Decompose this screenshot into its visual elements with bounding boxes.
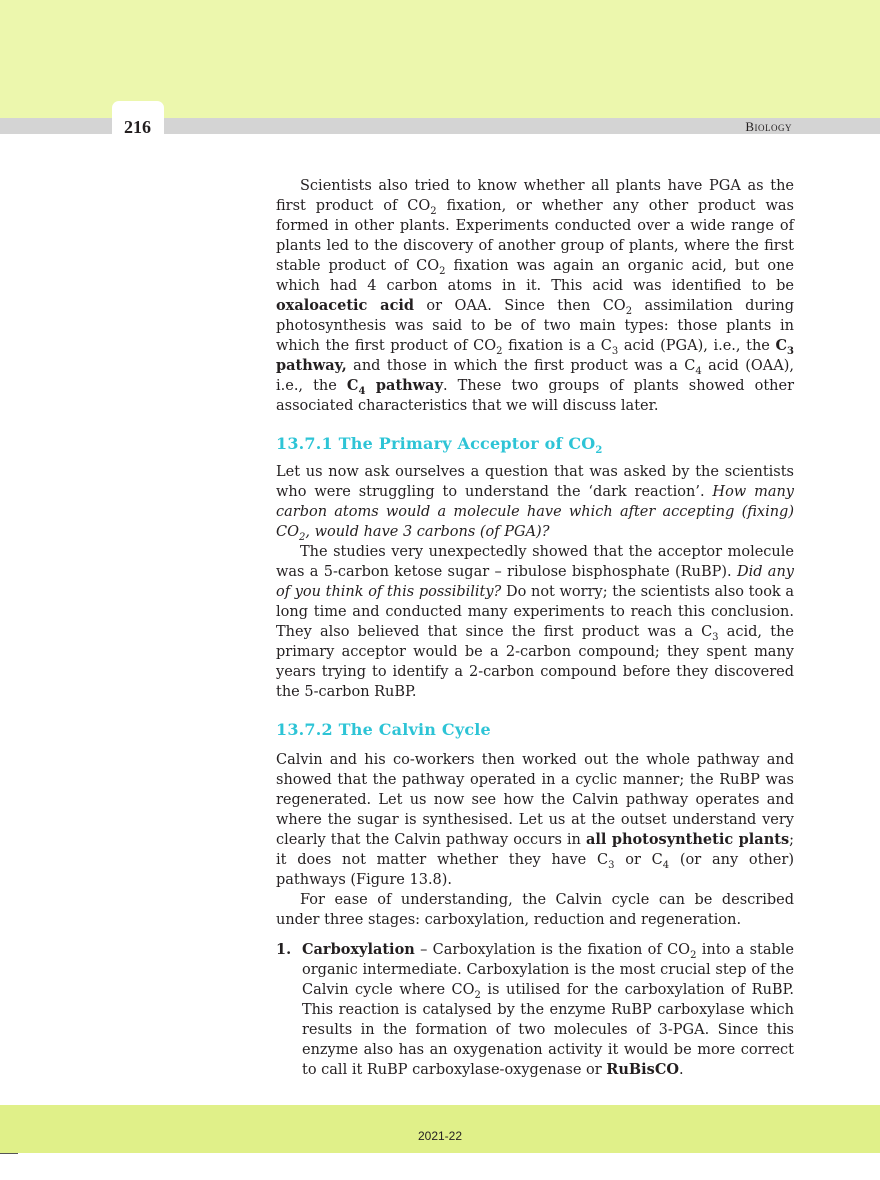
term-oxaloacetic-acid: oxaloacetic acid: [276, 297, 415, 314]
calvin-paragraph-2: For ease of understanding, the Calvin cycle can be described under three stages: carboxylation, reduction and regeneration.: [276, 892, 794, 928]
section-heading-calvin-cycle: 13.7.2 The Calvin Cycle: [276, 720, 491, 739]
section-heading-primary-acceptor: 13.7.1 The Primary Acceptor of $CO_2$: [276, 434, 603, 456]
page-number: 216: [124, 117, 151, 137]
footer-year: 2021-22: [417, 1129, 463, 1143]
intro-paragraph: Scientists also tried to know whether all plants have PGA as the first product of $CO_2$ fixation, or whether any other product was formed in other plants. Experiments conducted over a wide range of plants led to the discovery of another group of plants, where the first stable product of $CO_2$ fixation was again an organic acid, but one which had 4 carbon atoms in it. This acid was identified to be oxaloacetic acid or OAA. Since then $CO_2$ assimilation during photosynthesis was said to be of two main types: those plants in which the first product of $CO_2$ fixation is a $C_3$ acid (PGA), i.e., the $C_3$ pathway, and those in which the first product was a $C_4$ acid (OAA), i.e., the $C_4$ pathway. These two groups of plants showed other associated characteristics that we will discuss later.: [276, 178, 795, 414]
running-head: Biology: [745, 119, 792, 134]
term-c4-pathway: $C_4$ pathway: [346, 377, 443, 397]
primary-acceptor-paragraph-1: Let us now ask ourselves a question that was asked by the scientists who were struggling to understand the ‘dark reaction’. How many carbon atoms would a molecule have which after accepting (fixing) $CO_2$, would have 3 carbons (of PGA)?: [276, 464, 794, 543]
corner-mark: [0, 1153, 18, 1154]
list-number: 1.: [276, 941, 292, 958]
page-content: [276, 176, 794, 1080]
primary-acceptor-paragraph-2: The studies very unexpectedly showed that the acceptor molecule was a 5-carbon ketose sugar – ribulose bisphosphate (RuBP). Did any of you think of this possibility? Do not worry; the scientists also took a long time and conducted many experiments to reach this conclusion. They also believed that since the first product was a $C_3$ acid, the primary acceptor would be a 2-carbon compound; they spent many years trying to identify a 2-carbon compound before they discovered the 5-carbon RuBP.: [276, 544, 794, 700]
calvin-paragraph-1: Calvin and his co-workers then worked out the whole pathway and showed that the pathway operated in a cyclic manner; the RuBP was regenerated. Let us now see how the Calvin pathway operates and where the sugar is synthesised. Let us at the outset understand very clearly that the Calvin pathway occurs in all photosynthetic plants; it does not matter whether they have $C_3$ or $C_4$ (or any other) pathways (Figure 13.8).: [276, 752, 794, 888]
term-c3-pathway: $C_3$ pathway,: [276, 337, 795, 374]
list-item-carboxylation: 1. Carboxylation – Carboxylation is the fixation of $CO_2$ into a stable organic intermediate. Carboxylation is the most crucial step of the Calvin cycle where $CO_2$ is utilised for the carboxylation of RuBP. This reaction is catalysed by the enzyme RuBP carboxylase which results in the formation of two molecules of 3-PGA. Since this enzyme also has an oxygenation activity it would be more correct to call it RuBP carboxylase-oxygenase or RuBisCO.: [276, 941, 795, 1078]
